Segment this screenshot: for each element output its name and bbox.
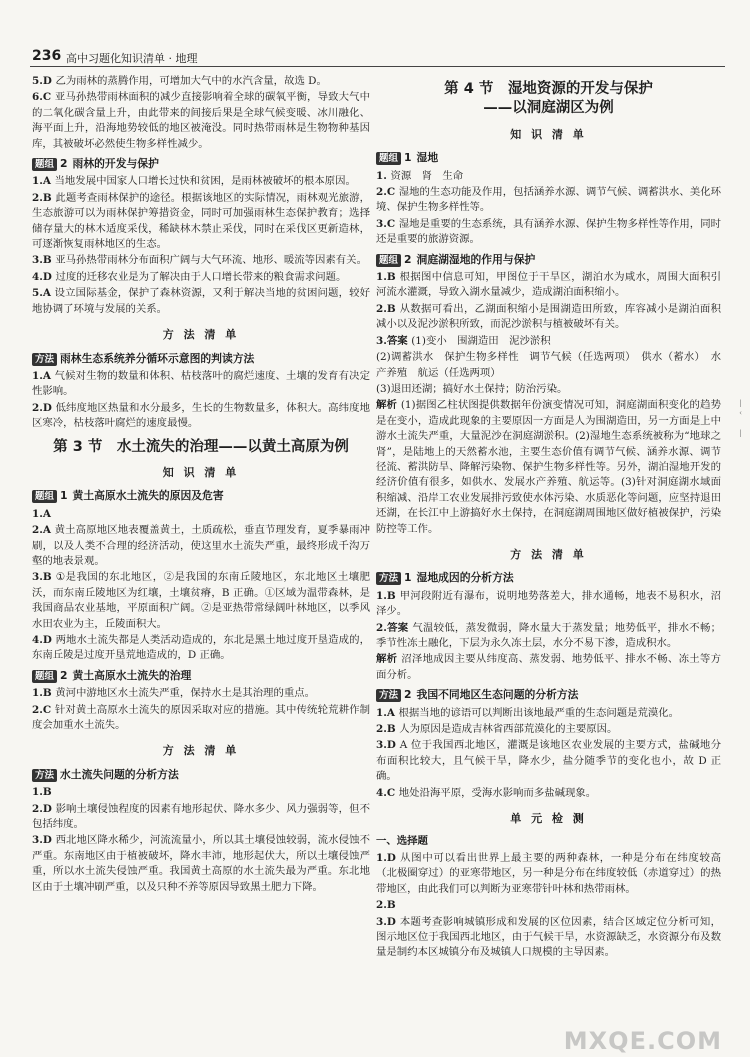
answer-number: 4.C (376, 786, 399, 799)
group-number: 2 (60, 157, 68, 171)
watermark-logo: MXQE.COM (563, 1027, 722, 1055)
group-heading (376, 570, 721, 585)
answer-text: 从数据可看出，乙湖面积缩小是围湖造田所致，库容减小是湖泊面积减小以及泥沙淤积所致，而泥沙淤积与植被破坏有关。 (376, 302, 722, 331)
answer-text: 地处沿海平原，受海水影响而多盐碱现象。 (398, 786, 597, 799)
answer-item (376, 722, 721, 737)
answer-item (376, 898, 721, 913)
group-title: 黄土高原水土流失的原因及危害 (72, 489, 224, 503)
answer-number: 1.D (376, 851, 401, 864)
answer-text: (1)变小 围湖造田 泥沙淤积 (411, 334, 551, 347)
answer-item (376, 786, 721, 801)
answer-item (376, 169, 721, 184)
answer-text: 本题考查影响城镇形成和发展的区位因素，结合区域定位分析可知，图示地区位于我国西北地区，由于气候干旱，水资源缺乏，水资源分布及数量是制约本区城镇分布及城镇人口规模的主导因素。 (376, 915, 721, 959)
answer-text: 黄河中游地区水土流失严重，保持水土是其治理的重点。 (55, 687, 316, 700)
answer-number: 2.B (376, 723, 400, 736)
band-label: 方 法 清 单 (510, 547, 587, 561)
answer-text: 亚马孙热带雨林面积的减少直接影响着全球的碳氧平衡，导致大气中的二氧化碳含量上升，由此带来的间接后果是全球气候变暖、冰川融化、海平面上升，沿海地势较低的地区被淹没。同时热带雨林是生物物种基因库，其被破坏必然使生物多样性减少。 (32, 91, 370, 150)
section-band (376, 547, 721, 562)
group-tag: 题组 (32, 490, 57, 503)
answer-text: 针对黄土高原水土流失的原因采取对应的措施。其中传统轮荒耕作制度会加重水土流失。 (32, 703, 370, 732)
group-tag: 题组 (32, 670, 57, 683)
answer-item (32, 785, 370, 800)
unit-subheading: 一、选择题 (376, 835, 428, 848)
header-rule (30, 66, 725, 67)
group-number: 1 (404, 151, 412, 165)
answer-item (32, 703, 370, 734)
answer-number: 2.A (32, 524, 55, 537)
answer-number: 2.D (32, 802, 56, 815)
answer-number: 5.D (32, 75, 56, 87)
group-tag: 方法 (32, 353, 57, 366)
answer-text: 两地水土流失都是人类活动造成的，东北是黑土地过度开垦造成的，东南丘陵是过度开垦荒地造成的，D 正确。 (32, 634, 370, 662)
band-label: 知 识 清 单 (510, 127, 587, 141)
answer-number: 1. (376, 169, 391, 182)
group-title: 黄土高原水土流失的治理 (72, 668, 192, 682)
section-band (376, 811, 721, 826)
answer-item (32, 633, 370, 664)
group-heading (376, 252, 721, 267)
answer-text: 气候对生物的数量和体积、枯枝落叶的腐烂速度、土壤的发育有决定性影响。 (32, 369, 370, 398)
answer-item (376, 915, 721, 961)
answer-item (376, 382, 721, 397)
answer-item (32, 802, 370, 833)
answer-item (376, 270, 721, 301)
answer-text: ①是我国的东北地区，②是我国的东南丘陵地区，东北地区土壤肥沃，而东南丘陵地区为红壤，土壤贫瘠，B 正确。①区域为温带森林，是我国商品农业基地，平原面积广阔。②是亚热带常绿阔叶林地区，以季风水田农业为主，丘陵面积大。 (32, 571, 370, 630)
answer-item (376, 217, 721, 248)
answer-number: 1.A (32, 507, 51, 520)
answer-item (376, 589, 721, 620)
page-number: 236 (32, 48, 62, 64)
answer-item (376, 350, 721, 381)
answer-item (32, 401, 370, 432)
group-heading (376, 150, 721, 165)
answer-number: 2.答案 (376, 621, 413, 634)
group-tag: 题组 (376, 254, 401, 267)
answer-text: 根据当地的谚语可以判断出该地最严重的生态问题是荒漠化。 (398, 706, 680, 719)
group-title: 我国不同地区生态问题的分析方法 (416, 688, 579, 702)
answer-number: 3.D (32, 834, 56, 847)
answer-text: 此题考查雨林保护的途径。根据该地区的实际情况，雨林观光旅游，生态旅游可以为雨林保护筹措资金，同时可加强雨林生态保护教育；选择储存量大的林木适度采伐，稀缺林木禁止采伐，同时在采伐区更新造林，可逐渐恢复雨林地区的生态。 (32, 191, 371, 251)
answer-text: 低纬度地区热量和水分最多，生长的生物数量多，体积大。高纬度地区寒冷，枯枝落叶腐烂的速度最慢。 (32, 401, 370, 430)
answer-item (376, 334, 721, 349)
answer-item (376, 706, 721, 721)
page-header (0, 0, 750, 70)
answer-text: 湿地的生态功能及作用，包括涵养水源、调节气候、调蓄洪水、美化环境、保护生物多样性等。 (376, 186, 721, 214)
group-tag: 方法 (376, 689, 401, 702)
group-heading (32, 767, 370, 782)
band-label: 知 识 清 单 (162, 465, 240, 479)
answer-item (376, 621, 721, 652)
group-tag: 方法 (376, 572, 401, 585)
answer-number: 解析 (376, 399, 401, 412)
answer-text: 乙为雨林的蒸腾作用，可增加大气中的水汽含量，故选 D。 (55, 75, 327, 87)
band-label: 单 元 检 测 (510, 812, 587, 826)
answer-number: 3.D (376, 739, 400, 752)
group-heading (32, 668, 370, 683)
answer-item (32, 191, 370, 253)
answer-number: 4.D (32, 634, 56, 646)
answer-item (376, 302, 721, 333)
group-number: 1 (404, 571, 412, 585)
group-number: 1 (60, 489, 68, 503)
answer-item (376, 185, 721, 216)
answer-number: 3.B (32, 254, 56, 267)
answer-text: 黄土高原地区地表覆盖黄土，土质疏松，垂直节理发育，夏季暴雨冲刷，以及人类不合理的经济活动，使这里水土流失严重，最终形成千沟万壑的地表景观。 (32, 524, 370, 567)
answer-number: 5.A (32, 287, 55, 300)
answer-text: (1)据图乙柱状图提供数据年份演变情况可知，洞庭湖面积变化的趋势是在变小，造成此现象的主要原因一方面是人为围湖造田，另一方面是上中游水土流失严重，大量泥沙在洞庭湖淤积。(2)湿地生态系统被称为“地球之肾”，是陆地上的天然蓄水池，主要生态价值有调节气候、涵养水源、调节径流、蓄洪防旱、降解污染物、保护生物多样性等。另外，湖泊湿地开发的经济价值有很多，如供水、发展水产养殖、航运等。(3)针对洞庭湖水域面积缩减、沿岸工农业发展排污致使水体污染、水质恶化等问题，应坚持退田还湖，在长江中上游搞好水土保持，在洞庭湖周围地区做好植被保护，污染防控等工作。 (376, 399, 721, 535)
answer-item (32, 523, 370, 569)
answer-number: 4.D (32, 270, 56, 283)
answer-item (32, 286, 370, 317)
group-tag: 题组 (32, 158, 57, 171)
answer-item (376, 738, 721, 784)
answer-item (376, 398, 721, 537)
answer-number: 6.C (32, 91, 55, 104)
section-band (376, 127, 721, 142)
answer-text: 沼泽地成因主要从纬度高、蒸发弱、地势低平、排水不畅、冻土等方面分析。 (376, 653, 721, 681)
group-title: 水土流失问题的分析方法 (60, 767, 179, 781)
band-label: 方 法 清 单 (162, 328, 240, 342)
section-subtitle: ——以洞庭湖区为例 (483, 100, 614, 117)
answer-text: 设立国际基金，保护了森林资源，又利于解决当地的贫困问题，较好地协调了环境与发展的关系。 (32, 287, 370, 315)
answer-number: 2.C (376, 186, 399, 199)
group-title: 湿地 (416, 151, 439, 165)
answer-item (32, 686, 370, 701)
section-band (32, 465, 370, 480)
answer-number: 3.C (376, 217, 399, 230)
answer-text: A 位于我国西北地区，灌溉是该地区农业发展的主要方式，盐碱地分布面积比较大，且气候干旱，降水少，盐分随季节的变化也小，故 D 正确。 (376, 739, 721, 783)
answer-number: 1.B (376, 589, 400, 602)
group-title: 雨林的开发与保护 (72, 157, 159, 171)
answer-number: 3.答案 (376, 334, 412, 347)
section-title: 第 3 节 水土流失的治理——以黄土高原为例 (53, 438, 349, 455)
answer-item (32, 369, 370, 400)
answer-number: 1.A (376, 706, 399, 719)
answer-text: 甲河段附近有瀑布，说明地势落差大，排水通畅，地表不易积水，沼泽少。 (376, 589, 722, 618)
answer-text: 西北地区降水稀少，河流流量小，所以其土壤侵蚀较弱，流水侵蚀不严重。东南地区由于植被破坏，降水丰沛，地形起伏大，所以土壤侵蚀严重，所以水土流失侵蚀严重。我国黄土高原的水土流失最为严重。东北地区由于土壤冲刷严重，以及只种不养等原因导致黑土肥力下降。 (32, 834, 370, 893)
group-title: 湿地成因的分析方法 (416, 571, 514, 585)
answer-item (376, 652, 721, 683)
right-column (376, 74, 721, 962)
answer-text: 影响土壤侵蚀程度的因素有地形起伏、降水多少、风力强弱等，但不包括纬度。 (32, 802, 370, 831)
group-heading (32, 488, 370, 503)
answer-text: 当地发展中国家人口增长过快和贫困，是雨林被破坏的根本原因。 (54, 175, 356, 188)
answer-text: 气温较低，蒸发微弱，降水量大于蒸发量；地势低平，排水不畅；季节性冻土融化，下层为永久冻土层，水分不易下渗，造成积水。 (376, 621, 722, 649)
answer-item (32, 74, 370, 89)
left-column (32, 74, 370, 896)
answer-number: 1.A (32, 369, 55, 382)
answer-number: 1.B (32, 687, 56, 700)
answer-number: 1.B (376, 271, 400, 284)
answer-number: 2.B (376, 899, 396, 912)
answer-item (376, 851, 721, 897)
answer-text: 过度的迁移农业是为了解决由于人口增长带来的粮食需求问题。 (55, 270, 347, 283)
page-edge-marks: | ‹ | (739, 399, 742, 437)
answer-item (32, 507, 370, 522)
answer-number: 2.C (32, 703, 55, 716)
answer-text: 亚马孙热带雨林分布面积广阔与大气环流、地形、暖流等因素有关。 (55, 254, 367, 267)
answer-item (32, 570, 370, 632)
section-band (32, 743, 370, 758)
section-band (32, 327, 370, 342)
group-number: 2 (404, 688, 412, 702)
answer-item (32, 253, 370, 268)
answer-number: 3.D (376, 915, 400, 928)
answer-text: (3)退田还湖；搞好水土保持；防治污染。 (376, 382, 568, 395)
answer-text: 人为原因是造成吉林省西部荒漠化的主要原因。 (399, 723, 618, 736)
band-label: 方 法 清 单 (162, 744, 240, 758)
answer-text: 从图中可以看出世界上最主要的两种森林，一种是分布在纬度较高（北极圈穿过）的亚寒带地区，另一种是分布在纬度较低（赤道穿过）的热带地区，由此我们可以判断为亚寒带针叶林和热带雨林。 (376, 851, 721, 895)
group-tag: 方法 (32, 769, 57, 782)
group-heading (376, 687, 721, 702)
answer-item (32, 270, 370, 285)
answer-number: 3.B (32, 571, 56, 584)
book-title: 高中习题化知识清单 · 地理 (66, 52, 198, 65)
group-title: 洞庭湖湿地的作用与保护 (416, 252, 536, 266)
group-title: 雨林生态系统养分循环示意图的判读方法 (60, 351, 255, 365)
answer-number: 解析 (376, 653, 402, 666)
answer-number: 2.B (376, 302, 400, 315)
group-tag: 题组 (376, 152, 401, 165)
answer-text: 资源 肾 生命 (390, 169, 464, 182)
group-number: 2 (60, 668, 68, 682)
group-heading (32, 156, 370, 171)
answer-text: 根据图中信息可知，甲图位于干旱区，湖泊水为咸水，周围大面积引河流水灌溉，导致入湖水量减少，造成湖泊面积缩小。 (376, 271, 722, 299)
answer-item (32, 174, 370, 189)
answer-number: 1.A (32, 175, 55, 188)
answer-number: 1.B (32, 786, 52, 799)
group-heading (32, 351, 370, 366)
answer-text: (2)调蓄洪水 保护生物多样性 调节气候（任选两项） 供水（蓄水） 水产养殖 航运（任选两项） (376, 351, 721, 379)
group-number: 2 (404, 252, 412, 266)
answer-item (32, 833, 370, 895)
answer-number: 2.D (32, 401, 56, 414)
answer-text: 湿地是重要的生态系统，具有涵养水源、保护生物多样性等作用，同时还是重要的旅游资源。 (376, 217, 721, 246)
answer-number: 2.B (32, 191, 56, 204)
answer-item (32, 90, 370, 152)
section-title: 第 4 节 湿地资源的开发与保护 (444, 81, 653, 97)
